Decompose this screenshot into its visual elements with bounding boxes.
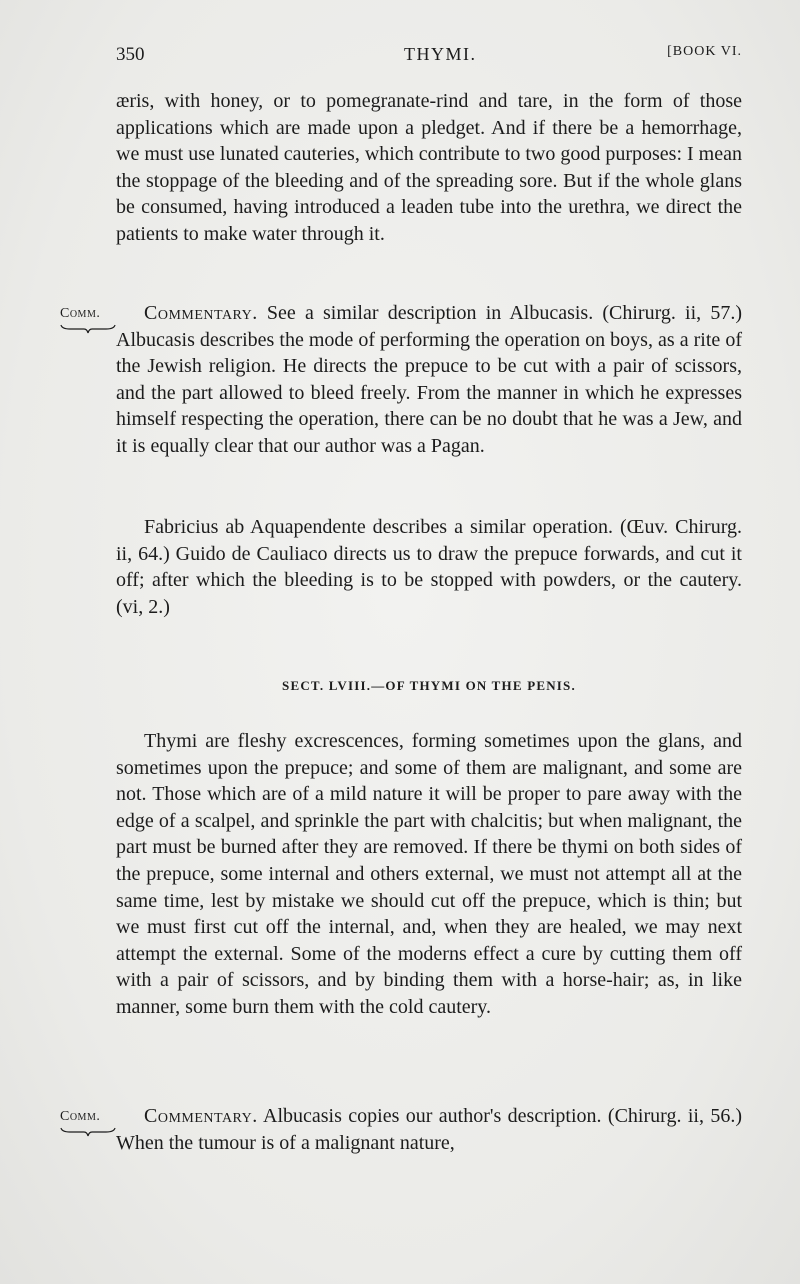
- commentary-label: Commentary.: [144, 302, 258, 324]
- commentary-body: Albucasis copies our author's description. (Chirurg. ii, 56.) When the tumour is of a malignant nature,: [116, 1105, 742, 1154]
- paragraph-text: [116, 1103, 742, 1156]
- section-paragraph: [116, 728, 742, 1021]
- margin-note-comm: [60, 306, 120, 334]
- commentary-body: See a similar description in Albucasis. (Chirurg. ii, 57.) Albucasis describes the mode of performing the operation on boys, as a rite of the Jewish religion. He directs the prepuce to be cut with a pair of scissors, and the part allowed to bleed freely. From the manner in which he expresses himself respecting the operation, there can be no doubt that he was a Jew, and it is equally clear that our author was a Pagan.: [116, 302, 742, 457]
- commentary-label: Commentary.: [144, 1105, 258, 1127]
- brace-icon: [60, 1127, 116, 1137]
- page-number: 350: [116, 44, 145, 65]
- paragraph: [116, 514, 742, 620]
- running-title: THYMI.: [404, 44, 477, 64]
- paragraph-text: [116, 300, 742, 460]
- paragraph-text: Thymi are fleshy excrescences, forming sometimes upon the glans, and sometimes upon the prepuce; and some of them are malignant, and some are not. Those which are of a mild nature it will be proper to pare away with the edge of a scalpel, and sprinkle the part with chalcitis; but when malignant, the part must be burned after they are removed. If there be thymi on both sides of the prepuce, some internal and others external, we must not attempt all at the same time, lest by mistake we should cut off the prepuce, which is thin; but we must first cut off the internal, and, when they are healed, we may next attempt the external. Some of the moderns effect a cure by cutting them off with a pair of scissors, and by binding them with a horse-hair; as, in like manner, some burn them with the cold cautery.: [116, 730, 742, 1018]
- brace-icon: [60, 324, 116, 334]
- commentary-paragraph: [116, 1103, 742, 1156]
- paragraph-continuation: [116, 88, 742, 248]
- running-head: [116, 44, 742, 70]
- book-marker: [BOOK VI.: [667, 44, 742, 59]
- margin-note-label: Comm.: [60, 306, 101, 321]
- section-heading: SECT. LVIII.—OF THYMI ON THE PENIS.: [282, 678, 576, 693]
- margin-note-comm: [60, 1109, 120, 1137]
- margin-note-label: Comm.: [60, 1109, 101, 1124]
- paragraph-text: æris, with honey, or to pomegranate-rind and tare, in the form of those applications which are made upon a pledget. And if there be a hemorrhage, we must use lunated cauteries, which contribute to two good purposes: I mean the stoppage of the bleeding and of the spreading sore. But if the whole glans be consumed, having introduced a leaden tube into the urethra, we direct the patients to make water through it.: [116, 90, 742, 245]
- paragraph-text: Fabricius ab Aquapendente describes a similar operation. (Œuv. Chirurg. ii, 64.) Guido de Cauliaco directs us to draw the prepuce forwards, and cut it off; after which the bleeding is to be stopped with powders, or the cautery. (vi, 2.): [116, 516, 742, 618]
- commentary-paragraph: [116, 300, 742, 460]
